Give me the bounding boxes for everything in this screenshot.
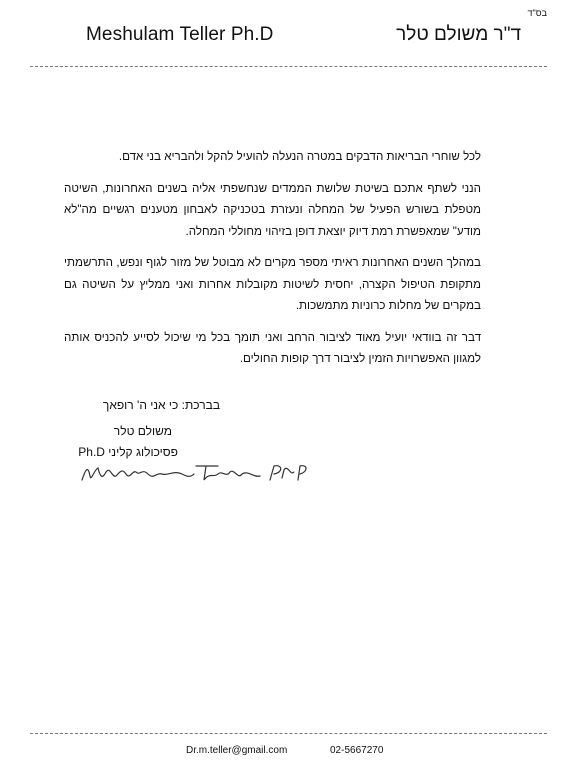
- letterhead-name-hebrew: ד"ר משולם טלר: [396, 24, 521, 45]
- footer-email-link[interactable]: Dr.m.teller@gmail.com: [186, 745, 288, 756]
- header-divider: [30, 66, 547, 67]
- signer-name: משולם טלר: [113, 424, 172, 438]
- paragraph-method: הנני לשתף אתכם בשיטת שלושת הממדים שנחשפתי אליה בשנים האחרונות, השיטה מטפלת בשורש הפעיל של המחלה ונעזרת בטכניקה לאבחון מטענים רגשיים מה"לא מודע" שמאפשרת רמת דיוק יוצאת דופן בזיהוי מחוללי המחלה.: [64, 181, 481, 238]
- closing-blessing: בברכת: כי אני ה' רופאך: [102, 398, 220, 412]
- letterhead-name-english: Meshulam Teller Ph.D: [86, 24, 274, 45]
- footer-contact: [0, 745, 577, 761]
- footer-phone: 02-5667270: [330, 745, 384, 756]
- paragraph-recommendation: דבר זה בוודאי יועיל מאוד לציבור הרחב ואני תומך בכל מי שיכול לסייע להכניס אותה למגוון האפשרויות הזמין לציבור דרך קופות החולים.: [64, 330, 481, 365]
- paragraph-experience: במהלך השנים האחרונות ראיתי מספר מקרים לא מבוטל של מזור לגוף ונפש, התרשמתי מתקופת הטיפול הקצרה, יחסית לשיטות מקובלות אחרות ואני ממליץ על השיטה גם במקרים של מחלות כרוניות מתמשכות.: [64, 256, 481, 312]
- handwritten-signature: [78, 458, 308, 488]
- letterhead: [86, 24, 521, 50]
- signer-title: פסיכולוג קליני Ph.D: [78, 445, 178, 459]
- letter-body: [64, 146, 481, 380]
- footer-divider: [30, 733, 547, 734]
- paragraph-greeting: לכל שוחרי הבריאות הדבקים במטרה הנעלה להועיל להקל ולהבריא בני אדם.: [118, 150, 481, 163]
- bsd-marking: בס"ד: [527, 8, 547, 18]
